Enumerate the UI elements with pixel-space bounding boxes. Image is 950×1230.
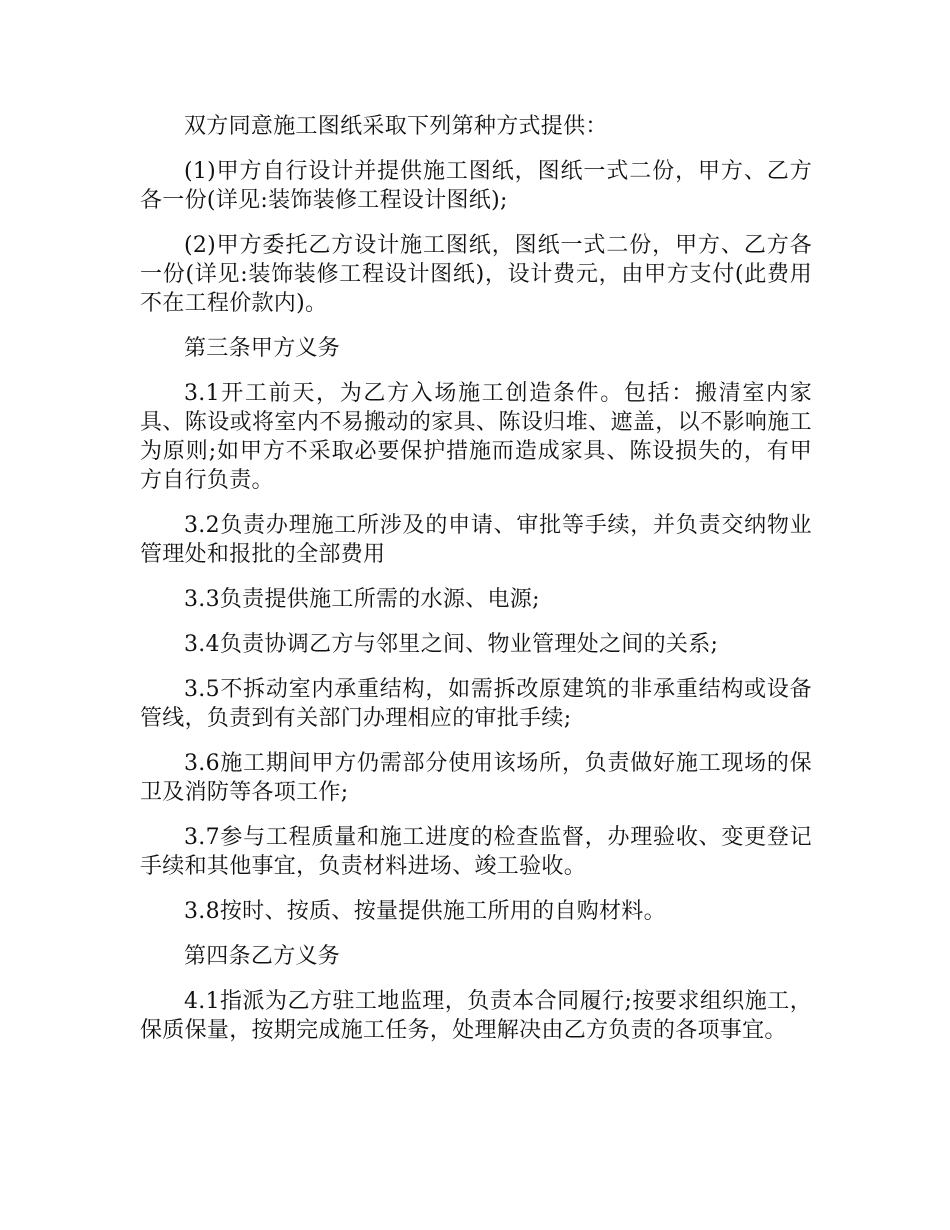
paragraph-option-2: (2)甲方委托乙方设计施工图纸，图纸一式二份，甲方、乙方各一份(详见:装饰装修工程设计图纸)，设计费元，由甲方支付(此费用不在工程价款内)。 <box>140 233 812 316</box>
clause-3-4: 3.4负责协调乙方与邻里之间、物业管理处之间的关系; <box>184 632 719 657</box>
clause-4-1: 4.1指派为乙方驻工地监理，负责本合同履行;按要求组织施工，保质保量，按期完成施工任务，处理解决由乙方负责的各项事宜。 <box>140 989 812 1043</box>
paragraph-drawing-provision: 双方同意施工图纸采取下列第种方式提供： <box>184 114 608 139</box>
section-heading-article-3: 第三条甲方义务 <box>184 336 341 361</box>
clause-3-6: 3.6施工期间甲方仍需部分使用该场所，负责做好施工现场的保卫及消防等各项工作; <box>140 751 812 805</box>
clause-3-8: 3.8按时、按质、按量提供施工所用的自购材料。 <box>184 899 666 924</box>
clause-3-1: 3.1开工前天，为乙方入场施工创造条件。包括：搬清室内家具、陈设或将室内不易搬动的家具、陈设归堆、遮盖，以不影响施工为原则;如甲方不采取必要保护措施而造成家具、陈设损失的，有甲方自行负责。 <box>140 381 812 493</box>
paragraph-option-1: (1)甲方自行设计并提供施工图纸，图纸一式二份，甲方、乙方各一份(详见:装饰装修工程设计图纸); <box>140 159 812 213</box>
section-heading-article-4: 第四条乙方义务 <box>184 944 341 969</box>
clause-3-5: 3.5不拆动室内承重结构，如需拆改原建筑的非承重结构或设备管线，负责到有关部门办理相应的审批手续; <box>140 677 812 731</box>
clause-3-3: 3.3负责提供施工所需的水源、电源; <box>184 587 540 612</box>
clause-3-2: 3.2负责办理施工所涉及的申请、审批等手续，并负责交纳物业管理处和报批的全部费用 <box>140 513 812 567</box>
clause-3-7: 3.7参与工程质量和施工进度的检查监督，办理验收、变更登记手续和其他事宜，负责材料进场、竣工验收。 <box>140 825 812 879</box>
document-body <box>140 112 812 1061</box>
